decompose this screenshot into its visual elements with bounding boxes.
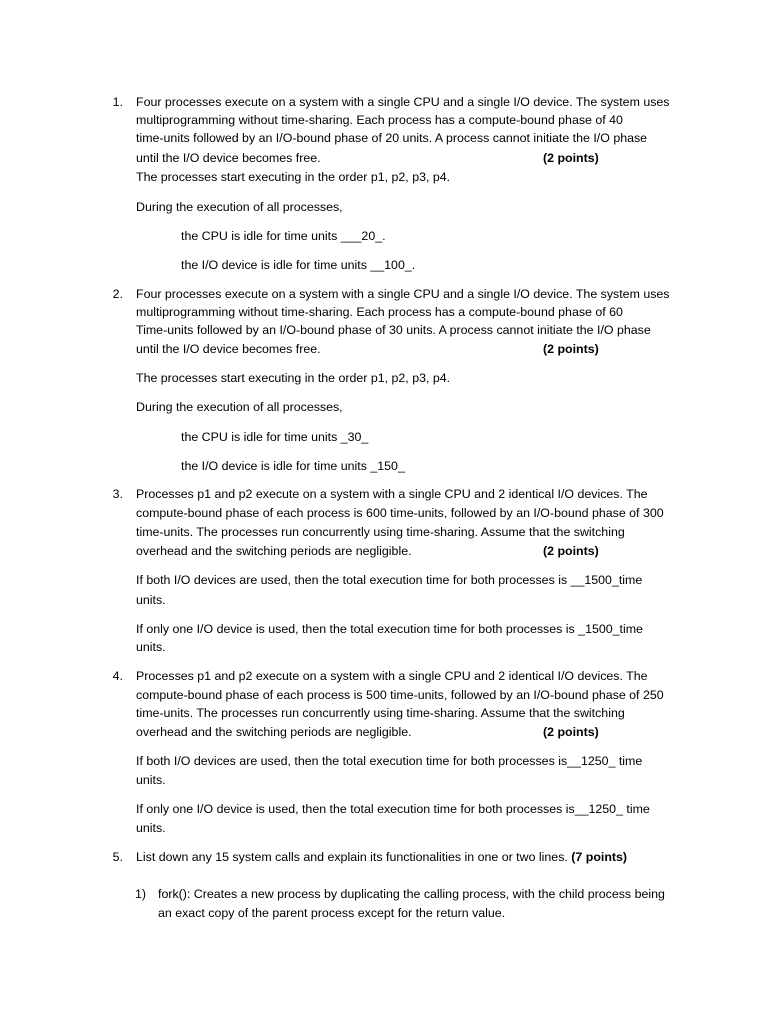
points-label: (7 points) xyxy=(571,850,628,864)
question-text-line: Four processes execute on a system with a single CPU and a single I/O device. The system uses xyxy=(136,95,670,109)
both-devices-answer: If both I/O devices are used, then the total execution time for both processes is__1250_ time xyxy=(136,754,643,768)
points-label: (2 points) xyxy=(543,725,599,739)
question-number: 4. xyxy=(112,669,123,683)
question-text-line: compute-bound phase of each process is 500 time-units, followed by an I/O-bound phase of 250 xyxy=(136,688,664,702)
question-text-line: Processes p1 and p2 execute on a system with a single CPU and 2 identical I/O devices. The xyxy=(136,487,648,501)
question-text-line: until the I/O device becomes free. xyxy=(136,342,321,356)
one-device-answer: units. xyxy=(136,640,166,654)
answer-text-line: fork(): Creates a new process by duplicating the calling process, with the child process being xyxy=(158,887,665,901)
question-text: List down any 15 system calls and explain its functionalities in one or two lines. xyxy=(136,850,568,864)
io-idle-answer: the I/O device is idle for time units _150_ xyxy=(181,459,405,473)
question-number: 1. xyxy=(112,95,123,109)
answer-number: 1) xyxy=(134,887,146,901)
question-text-line: time-units. The processes run concurrently using time-sharing. Assume that the switching xyxy=(136,706,625,720)
question-text-line: time-units. The processes run concurrently using time-sharing. Assume that the switching xyxy=(136,525,625,539)
question-text-line: until the I/O device becomes free. xyxy=(136,151,321,165)
question-number: 3. xyxy=(112,487,123,501)
one-device-answer: If only one I/O device is used, then the total execution time for both processes is _1500_time xyxy=(136,622,643,636)
order-text: The processes start executing in the order p1, p2, p3, p4. xyxy=(136,371,451,385)
points-label: (2 points) xyxy=(543,151,599,165)
question-text-line: overhead and the switching periods are negligible. xyxy=(136,544,412,558)
both-devices-answer: units. xyxy=(136,773,166,787)
question-text-line: Processes p1 and p2 execute on a system with a single CPU and 2 identical I/O devices. The xyxy=(136,669,648,683)
question-text-line: overhead and the switching periods are negligible. xyxy=(136,725,412,739)
answer-text-line: an exact copy of the parent process except for the return value. xyxy=(158,906,506,920)
question-number: 2. xyxy=(112,287,123,301)
points-label: (2 points) xyxy=(543,544,599,558)
question-text-line: multiprogramming without time-sharing. Each process has a compute-bound phase of 60 xyxy=(136,305,623,319)
cpu-idle-answer: the CPU is idle for time units _30_ xyxy=(181,430,369,444)
question-text-line: compute-bound phase of each process is 600 time-units, followed by an I/O-bound phase of 300 xyxy=(136,506,664,520)
points-label: (2 points) xyxy=(543,342,599,356)
io-idle-answer: the I/O device is idle for time units __100_. xyxy=(181,258,416,272)
question-text-line: Four processes execute on a system with a single CPU and a single I/O device. The system uses xyxy=(136,287,670,301)
during-text: During the execution of all processes, xyxy=(136,400,343,414)
one-device-answer: units. xyxy=(136,821,166,835)
question-number: 5. xyxy=(112,850,123,864)
order-text: The processes start executing in the order p1, p2, p3, p4. xyxy=(136,170,451,184)
question-text-line: time-units followed by an I/O-bound phase of 20 units. A process cannot initiate the I/O phase xyxy=(136,131,648,145)
question-text-line: multiprogramming without time-sharing. Each process has a compute-bound phase of 40 xyxy=(136,113,623,127)
cpu-idle-answer: the CPU is idle for time units ___20_. xyxy=(181,229,386,243)
both-devices-answer: units. xyxy=(136,593,166,607)
question-text-line: Time-units followed by an I/O-bound phase of 30 units. A process cannot initiate the I/O phase xyxy=(136,323,651,337)
one-device-answer: If only one I/O device is used, then the total execution time for both processes is__1250_ time xyxy=(136,802,650,816)
during-text: During the execution of all processes, xyxy=(136,200,343,214)
question-text-line xyxy=(136,848,627,866)
both-devices-answer: If both I/O devices are used, then the total execution time for both processes is __1500_time xyxy=(136,573,643,587)
